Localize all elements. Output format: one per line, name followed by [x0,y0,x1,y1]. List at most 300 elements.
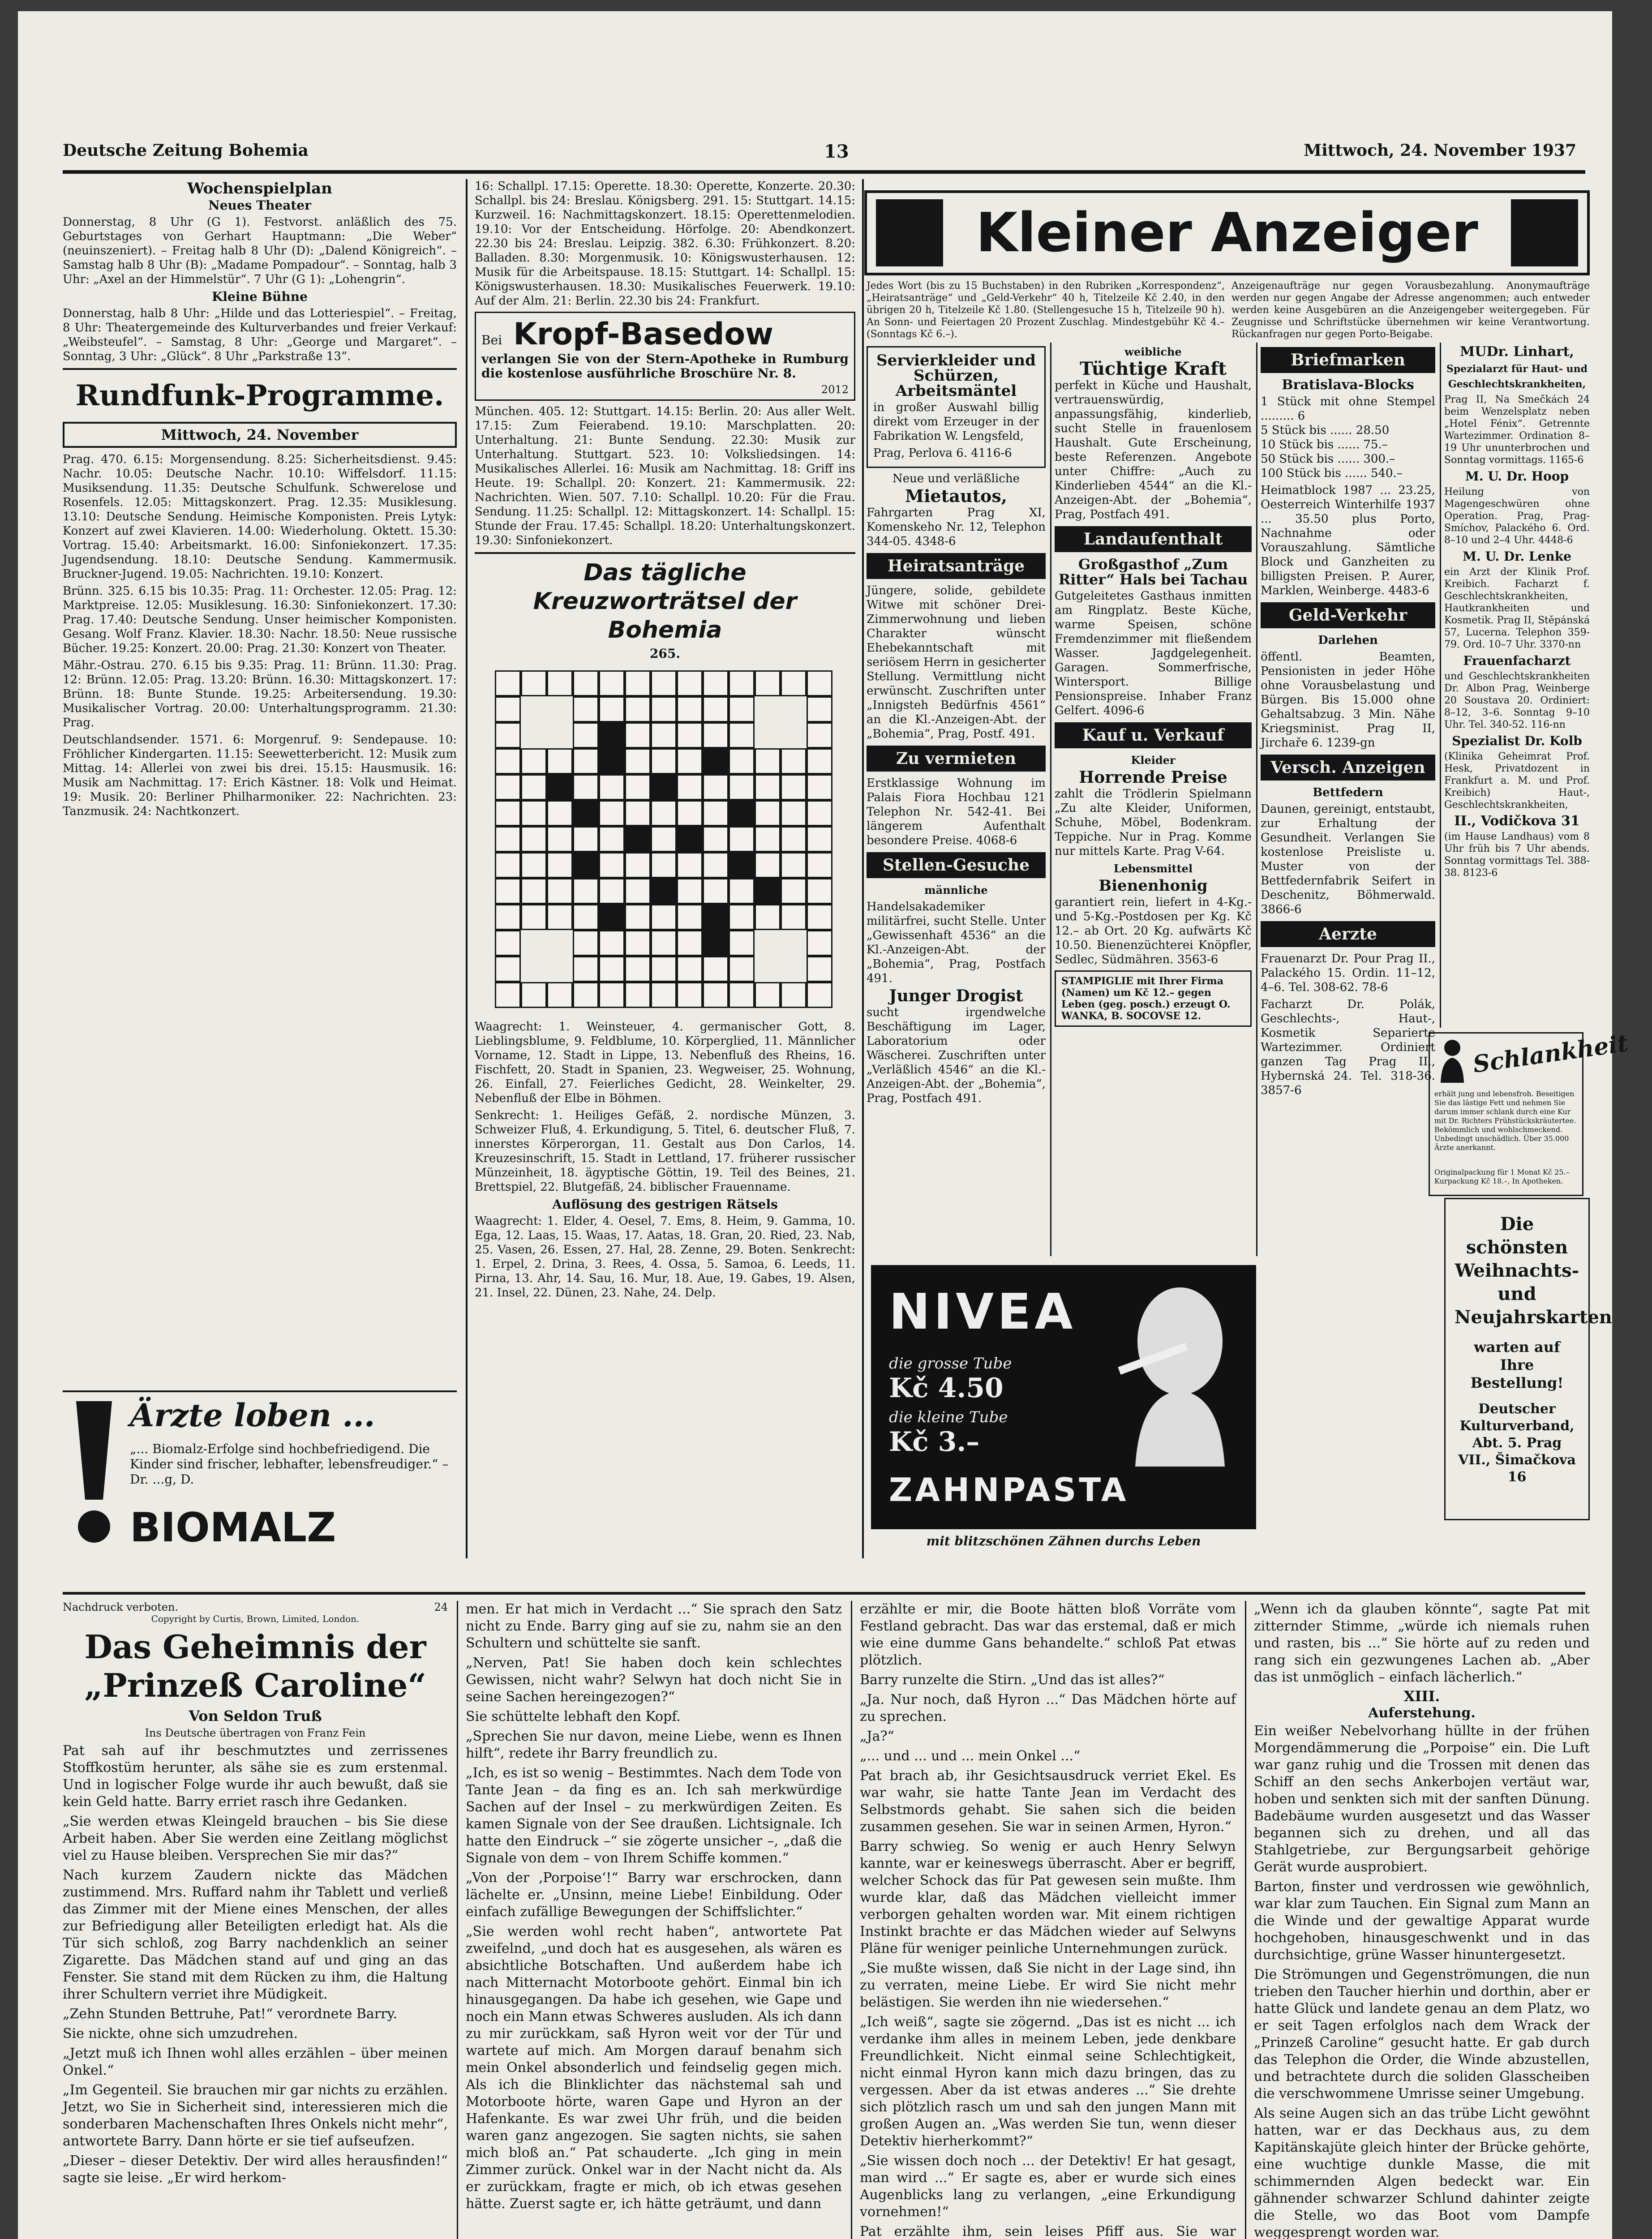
copyright: Copyright by Curtis, Brown, Limited, London. [151,1613,360,1624]
karten-ad [1444,1198,1612,1520]
crossword-cell [651,826,677,852]
article-paragraph: „... und ... und ... mein Onkel ...“ [860,1748,1081,1764]
crossword-cell [807,904,832,930]
raetsel-number: 265. [649,646,681,661]
crossword-cell [573,670,599,696]
page-number: 13 [824,141,849,162]
nivea-price2: Kč 3.– [889,1426,980,1458]
crossword-cell [599,774,625,800]
crossword-cell [495,774,521,800]
crossword-block [703,748,729,774]
column-programs [63,179,457,1563]
schlankheit-ad [1429,1029,1630,1196]
biomalz-brand: BIOMALZ [130,1504,336,1551]
article-paragraph: „Dieser – dieser Detektiv. Der wird alles herausfinden!“ sagte sie leise. „Er wird herkom- [63,2153,448,2186]
kleiner-anzeiger-banner [864,190,1590,275]
honig-text: garantiert rein, liefert in 4-Kg.- und 5-Kg.-Postdosen per Kg. Kč 12.– ab Ort. 20 Kg. aufwärts Kč 10.50. Bienenzüchterei Knöpfler, Sedlec, Südmähren. 3563-6 [1055,896,1252,966]
crossword-cell [729,930,755,956]
crossword-cell [677,748,703,774]
kropf-text: verlangen Sie von der Stern-Apotheke in Rumburg die kostenlose ausführliche Broschüre Nr. 8. [481,352,849,381]
ad-title: Servierkleider und Schürzen, Arbeitsmäntel [876,352,1036,400]
crossword-cell [573,722,599,748]
article-paragraph: „Nerven, Pat! Sie haben doch kein schlechtes Gewissen, nicht wahr? Selwyn hat doch nicht Sie in seine Sachen hereingezogen?“ [466,1655,842,1705]
crossword-cell [755,800,781,826]
karten-address: Deutscher Kulturverband, Abt. 5. Prag VII., Šimačkova 16 [1458,1401,1576,1485]
crossword-cell [495,748,521,774]
theater1-text: Donnerstag, 8 Uhr (G 1). Festvorst. anläßlich des 75. Geburtstages von Gerhart Hauptmann: „Die Weber“ (neuinszeniert). – Freitag halb 8 Uhr (D): „Dalend Königreich“. – Samstag halb 8 Uhr (B): „Madame Pompadour“. – Sonntag, halb 3 Uhr: „Axel an der Himmelstür“. 7 Uhr (G 1): „Lohengrin“. [63,215,457,286]
crossword-cell [729,774,755,800]
article-translator: Ins Deutsche übertragen von Franz Fein [145,1727,366,1739]
crossword-cell [625,748,651,774]
crossword-cell [599,878,625,904]
crossword-block [599,748,625,774]
crossword-cell [651,722,677,748]
column-divider [862,179,864,1558]
ad-text: (im Hause Landhaus) vom 8 Uhr früh bis 7 Uhr abends. Sonntag vormittags Tel. 388-38. 8123-6 [1444,831,1590,879]
nivea-brand: NIVEA [889,1283,1077,1340]
crossword-cell [625,930,651,956]
crossword-cell [573,878,599,904]
nivea-slogan-bar [871,1534,1256,1556]
column-crossword [475,179,855,1563]
man-with-toothbrush-icon [1108,1278,1243,1467]
article-paragraph: „Sie wissen doch noch ... der Detektiv! Er hat gesagt, man wird ...“ Er sagte es, aber er wurde sich eines Augenblicks lang zu verlangen, „eine Erkundigung vornehmen!“ [860,2153,1236,2220]
crossword-block [599,722,625,748]
crossword-cell [781,670,807,696]
crossword-cell [807,930,832,956]
crossword-block [599,904,625,930]
crossword-block [573,800,599,826]
crossword-cell [807,722,832,748]
crossword-cell [703,852,729,878]
article-rule [63,1592,1585,1595]
biomalz-title: Ärzte loben ... [130,1397,375,1434]
price-row: 5 Stück bis ...... 28.50 [1261,424,1390,437]
aerzte-heading: Aerzte [1261,921,1435,947]
article-paragraph: Die Strömungen und Gegenströmungen, die nun trieben den Taucher hierhin und dorthin, aber er hatte Glück und landete genau an dem Platz, wo er seit Tagen erfolglos nach dem Wrack der „Prinzeß Caroline“ gesucht hatte. Er gab durch das Telephon die Order, die Winde abzustellen, und betrachtete durch die soliden Glasscheiben die verschwommene Umrisse seiner Umgebung. [1254,1967,1590,2102]
crossword-cell [495,930,521,956]
crossword-cell [625,722,651,748]
crossword-cell [677,696,703,722]
gasthof-title: Großgasthof „Zum Ritter“ Hals bei Tachau [1058,556,1248,588]
crossword-cell [729,904,755,930]
crossword-cell [677,722,703,748]
crossword-block [729,800,755,826]
betten-text: Daunen, gereinigt, entstaubt, zur Erhaltung der Gesundheit. Verlangen Sie kostenlose Preisliste u. Muster von der Bettfedernfabrik Seifert in Deschenitz, Böhmerwald. 3866-6 [1261,802,1435,916]
crossword-cell [521,852,547,878]
crossword-cell [781,852,807,878]
price-row: 50 Stück bis ...... 300.– [1261,452,1395,466]
ad-title: Frauenfacharzt [1463,653,1571,668]
gasthof-text: Gutgeleitetes Gasthaus inmitten am Ringplatz. Beste Küche, warme Speisen, schöne Fremdenzimmer mit fließendem Wasser. Jagdgelegenheit. Garagen. Sommerfrische, Wintersport. Billige Pensionspreise. Inhaber Franz Gelfert. 4096-6 [1055,589,1252,717]
drogist-text: sucht irgendwelche Beschäftigung im Lager, Laboratorium oder Wäscherei. Zuschriften unter „Verläßlich 4546“ an die Kl.-Anzeigen-Abt. der „Bohemia“, Prag, Postfach 491. [867,1006,1046,1105]
crossword-cell [599,982,625,1008]
article-paragraph: erzählte er mir, die Boote hätten bloß Vorräte vom Festland gebracht. Das war das erstemal, daß er mich wie eine dumme Gans behandelte.“ schloß Pat etwas plötzlich. [860,1601,1236,1668]
article-paragraph: Pat sah auf ihr beschmutztes und zerrissenes Stoffkostüm herunter, als sähe sie es zum erstenmal. Und in logischer Folge wurde ihr auch bewußt, daß sie kein Geld hatte. Barry erriet rasch ihre Gedanken. [63,1743,448,1810]
crossword-cell [651,800,677,826]
crossword-cell [807,800,832,826]
heirat-heading: Heiratsanträge [867,553,1046,579]
crossword-cell [521,982,547,1008]
ad-text: Heilung von Magengeschwüren ohne Operation. Prag, Prag-Smíchov, Palackého 6. Ord. 8–10 und 2–4 Uhr. 4448-6 [1444,486,1590,546]
preise-text: zahlt die Trödlerin Spielmann „Zu alte Kleider, Uniformen, Schuhe, Möbel, Bodenkram. Teppiche. Nur in Prag. Komme nur mittels Karte. Prag V-64. [1055,787,1252,858]
crossword-cell [495,904,521,930]
crossword-cell [495,852,521,878]
crossword-cell [781,826,807,852]
ad-text: ein Arzt der Klinik Prof. Kreibich. Facharzt f. Geschlechtskrankheiten, Hautkrankheiten und Kosmetik. Prag II, Stěpánská 57, Lucerna. Telephon 359-79. Ord. 10–7 Uhr. 3370-nn [1444,566,1590,650]
crossword-cell [547,878,573,904]
page-header [63,137,1576,168]
ads-column-2 [1055,343,1252,1256]
crossword-cell [651,696,677,722]
ads-column-4 [1444,343,1590,1028]
article-paragraph: Als seine Augen sich an das trübe Licht gewöhnt hatten, war er das Deckhaus aus, zu dem Kapitänskajüte gleich hinter der Brücke gehörte, eine wuchtige dunkle Masse, die mit schimmernden Algen bedeckt war. Ein gähnender schwarzer Schlund dahinter zeigte die Stelle, wo das Boot vom Dampfe weggesprengt worden war. [1254,2106,1590,2239]
preise-title: Horrende Preise [1079,768,1227,787]
column-divider [1256,343,1257,1256]
article-paragraph: Sie nickte, ohne sich umzudrehen. [63,2026,298,2042]
brief-text: Heimatblock 1987 ... 23.25, Oesterreich Winterhilfe 1937 ... 35.50 plus Porto, Nachnahme oder Vorauszahlung. Sämtliche Block und Ganzheiten zu billigsten Preisen. P. Aurer, Marklen, Weinberge. 4483-6 [1261,484,1435,597]
crossword-cell [521,800,547,826]
crossword-cell [599,930,625,956]
article-column-4 [1254,1601,1590,2239]
solution-title: Auflösung des gestrigen Rätsels [552,1197,778,1212]
crossword-cell [625,696,651,722]
crossword-cell [651,852,677,878]
crossword-cell [755,748,781,774]
subheading: Darlehen [1318,634,1378,647]
land-heading: Landaufenthalt [1055,526,1252,552]
ads-column-1 [867,343,1046,1256]
crossword-cell [521,878,547,904]
chapter-number: 24 [434,1601,448,1613]
servierkleider-ad [867,346,1046,468]
reprint-notice: Nachdruck verboten. [63,1601,179,1613]
crossword-cell [781,774,807,800]
stellen-heading: Stellen-Gesuche [867,852,1046,878]
crossword-cell [599,956,625,982]
crossword-block [703,904,729,930]
theater1-name: Neues Theater [208,198,311,213]
schlankheit-text: erhält jung und lebensfroh. Beseitigen Sie das lästige Fett und nehmen Sie darum immer schlank durch eine Kur mit Dr. Richters Frühstückskräutertee. Bekömmlich und wohlschmeckend. Unbedingt unschädlich. Über 35.000 Ärzte anerkannt. [1434,1089,1576,1152]
crossword-cell [703,722,729,748]
article-paragraph: „Ich, es ist so wenig – Bestimmtes. Nach dem Tode von Tante Jean – da fing es an. Ich sah merkwürdige Sachen auf der Insel – zu merkwürdigen Zeiten. Es kamen Signale von der See draußen. Lichtsignale. Ich hatte den Eindruck –“ sie zögerte unsicher –, „daß die Signale von dem – von Ihrem Schiffe kommen.“ [466,1765,842,1866]
crossword-cell [495,670,521,696]
article-paragraph: Pat brach ab, ihr Gesichtsausdruck verriet Ekel. Es war wahr, sie hatte Tante Jean im Verdacht des Selbstmords gehabt. Sie sahen sich die beiden zusammen gesehen. Sie war in seinen Armen, Hyron.“ [860,1768,1236,1835]
crossword-cell [573,748,599,774]
crossword-cell [573,930,599,956]
ad-title: Spezialist Dr. Kolb [1452,733,1582,748]
article-paragraph: „Ja. Nur noch, daß Hyron ...“ Das Mädchen hörte auf zu sprechen. [860,1692,1236,1724]
article-paragraph: Barry schwieg. So wenig er auch Henry Selwyn kannte, war er keineswegs überrascht. Aber er begriff, welcher Schock das für Pat gewesen sein mußte. Ihm wurde klar, daß das Mädchen vielleicht immer verborgen gehalten worden war. Mit einem richtigen Instinkt brachte er das Mädchen wieder auf Selwyns Pläne für weniger peinliche Unternehmungen zurück. [860,1839,1236,1956]
subheading: Kleider [1131,754,1176,767]
crossword-cell [781,748,807,774]
article-column-2 [466,1601,842,2239]
kropf-title: Kropf-Basedow [513,317,773,352]
spielplan-title: Wochenspielplan [187,180,332,197]
crossword-cell [755,826,781,852]
crossword-cell [625,904,651,930]
article-paragraph: „Sie werden wohl recht haben“, antwortete Pat zweifelnd, „und doch hat es ausgesehen, als wären es absichtliche Botschaften. Und außerdem habe ich nach Mitternacht Motorboote gehört. Einmal bin ich hinausgegangen. Da habe ich gesehen, wie Gape und noch ein Mann etwas Schweres ausluden. Als ich dann zu mir zurückkam, saß Hyron weit vor der Tür und wartete auf mich. Am Morgen darauf benahm sich mein Onkel absonderlich und feindselig gegen mich. Als ich die Blinklichter das nächstemal sah und Motorboote hörte, waren Gape und Hyron an der Hafenkante. Es war zwei Uhr früh, und die beiden waren ganz angezogen. Sie sagten nichts, sie sahen mich bloß an.“ Pat schauderte. „Ich ging in mein Zimmer zurück. Onkel war in der Nacht nicht da. Als er zurückkam, fragte er mich, ob ich etwas gesehen hätte. Zuerst sagte er, ich hätte geträumt, und dann [466,1924,842,2212]
ad-address: Prag, Perlova 6. 4116-6 [873,446,1012,460]
crossword-cell [547,852,573,878]
crossword-cell [807,982,832,1008]
crossword-block [547,774,573,800]
crossword-cell [573,696,599,722]
crossword-cell [781,878,807,904]
nivea-line1: die grosse Tube [889,1355,1012,1373]
crossword-cell [677,956,703,982]
crossword-cell [729,826,755,852]
crossword-cell [625,982,651,1008]
paper-name: Deutsche Zeitung Bohemia [63,141,309,160]
ad-title: MUDr. Linhart, [1460,344,1574,360]
ad-title: M. U. Dr. Hoop [1465,469,1569,484]
karten-title: Die schönsten Weihnachts- und Neujahrskarten [1455,1214,1612,1328]
article-paragraph: „Sie mußte wissen, daß Sie nicht in der Lage sind, ihn zu verraten, meine Liebe. Er wird Sie nicht mehr belästigen. Sie werden ihn nie wiedersehen.“ [860,1960,1236,2010]
crossword-cell [703,774,729,800]
article-title: Das Geheimnis der „Prinzeß Caroline“ [84,1628,426,1704]
crossword-cell [599,670,625,696]
crossword-cell [807,774,832,800]
nivea-product: ZAHNPASTA [889,1471,1129,1509]
article-paragraph: Sie schüttelte lebhaft den Kopf. [466,1709,681,1724]
crossword-cell [495,878,521,904]
heirat-text: Jüngere, solide, gebildete Witwe mit schöner Drei-Zimmerwohnung und lieben Charakter wünscht Ehebekanntschaft mit seriösem Herrn in gesicherter Stellung. Vermittlung nicht erwünscht. Zuschriften unter „Innigsteh Bedürfnis 4561“ an die Kl.-Anzeigen-Abt. der „Bohemia“, Prag, Postf. 491. [867,584,1046,741]
price-row: 100 Stück bis ...... 540.– [1261,467,1403,480]
radio-continued: 16: Schallpl. 17.15: Operette. 18.30: Operette, Konzerte. 20.30: Schallpl. bis 24: Breslau. Königsberg. 291. 15: Stuttgart. 14.15: Kurzweil. 16: Nachmittagskonzert. 18.15: Operettenmelodien. 19.10: Vor der Entscheidung. Hörfolge. 20: Abendkonzert. 22.30 bis 24: Breslau. Leipzig. 382. 6.30: Frühkonzert. 8.20: Balladen. 8.30: Morgenmusik. 10: Königswusterhausen. 12: Musik für die Arbeitspause. 18.15: Stuttgart. 14: Schallpl. 15: Königswusterhausen. 18.30: Musikalisches Feuerwerk. 19.10: Auf der Alm. 21: Berlin. 22.30 bis 24: Frankfurt. [475,180,855,308]
column-divider [851,1601,852,2239]
kauf-heading: Kauf u. Verkauf [1055,722,1252,748]
ad-title: M. U. Dr. Lenke [1463,549,1571,564]
crossword-cell [495,982,521,1008]
divider [475,552,855,554]
crossword-cell [703,878,729,904]
column-divider [1440,343,1441,1028]
subheading: Lebensmittel [1113,862,1193,875]
subheading: weibliche [1124,345,1182,358]
crossword-block [755,878,781,904]
ad-subtitle: Spezialarzt für Haut- und Geschlechtskrankheiten, [1446,363,1588,390]
clues-across: Waagrecht: 1. Weinsteuer, 4. germanischer Gott, 8. Lieblingsblume, 9. Feldblume, 10. Körperglied, 11. Männlicher Vorname, 12. Stadt in Lippe, 13. Nebenfluß des Rheins, 16. Fischfett, 20. Stadt in Spanien, 23. Wegweiser, 25. Wohnung, 26. Einfall, 27. Feierliches Gedicht, 28. Weinkelter, 29. Nebenfluß der Elbe in Böhmen. [475,1020,855,1105]
crossword-cell [703,696,729,722]
crossword-cell [755,774,781,800]
article-paragraph: „Wenn ich da glauben könnte“, sagte Pat mit zitternder Stimme, „würde ich niemals ruhen und rasten, bis ...“ Sie hörte auf zu reden und rang sich ein gezwungenes Lachen ab. „Aber das ist unmöglich – einfach lächerlich.“ [1254,1601,1590,1685]
crossword-cell [729,956,755,982]
ad-text: (Klinika Geheimrat Prof. Hesk, Privatdozent in Frankfurt a. M. und Prof. Kreibich) Haut-, Geschlechtskrankheiten, [1444,751,1590,811]
ad-text: Prag II, Na Smečkách 24 beim Wenzelsplatz neben „Hotel Fénix“. Getrennte Wartezimmer. Ordination 8–19 Uhr ununterbrochen und Sonntag vormittags. 1165-6 [1444,394,1590,466]
article-paragraph: Barry runzelte die Stirn. „Und das ist alles?“ [860,1672,1165,1688]
crossword-cell [547,670,573,696]
crossword-cell [573,904,599,930]
schlankheit-title: Schlankheit [1471,1029,1630,1078]
ad-address: Fahrgarten Prag XI, Komenskeho Nr. 12, Telephon 344-05. 4348-6 [867,506,1046,548]
raetsel-title: Das tägliche Kreuzworträtsel der Bohemia [533,559,797,643]
crossword-cell [703,800,729,826]
radio-more: München. 405. 12: Stuttgart. 14.15: Berlin. 20: Aus aller Welt. 17.15: Zum Feierabend. 19.10: Marschplatten. 20: Unterhaltung. 21: Bunte Sendung. 22.30: Musik zur Unterhaltung. Stuttgart. 523. 10: Volksliedsingen. 14: Musikalisches Allerlei. 16: Musik am Nachmittag. 18: Griff ins Heute. 19: Schallpl. 20: Konzert. 21: Kammermusik. 22: Nachrichten. Wien. 507. 7.10: Schallpl. 10.20: Für die Frau. Sendung. 11.25: Schallpl. 12: Mittagskonzert. 14: Schallpl. 15: Stunde der Frau. 17.45: Schallpl. 18.20: Unterhaltungskonzert. 19.30: Sinfoniekonzert. [475,405,855,547]
crossword-block [651,774,677,800]
mietautos-title: Mietautos, [905,486,1007,506]
column-divider [1245,1601,1246,2239]
banner-block-left [876,199,943,266]
article-paragraph: „Ja?“ [860,1729,894,1744]
brief-heading: Briefmarken [1261,347,1435,373]
crossword-cell [547,982,573,1008]
crossword-cell [781,982,807,1008]
crossword-cell [703,670,729,696]
crossword-block [729,852,755,878]
woman-silhouette-icon [1434,1038,1470,1083]
schlankheit-price: Originalpackung für 1 Monat Kč 25.– Kurpackung Kč 18.–, In Apotheken. [1434,1168,1570,1185]
rundfunk-text-1: Prag. 470. 6.15: Morgensendung. 8.25: Sicherheitsdienst. 9.45: Nachr. 10.05: Deutsche Nachr. 10.10: Wiffelsdorf. 11.15: Musiksendung. 11.35: Deutsche Schulfunk. Schwerelose und Rosenfels. 12.05: Mittagskonzert. Prag. 12.35: Musiklesung. 13.10: Deutsche Sendung. Heimische Komponisten. Preis Lytyk: Konzert auf zwei Klavieren. 14.00: Wiederholung. Oktett. 15.30: Vortrag. 15.40: Arbeitsmarkt. 16.00: Sinfoniekonzert. 17.35: Jugendsendung. 18.10: Deutsche Sendung. Kammermusik. Bruckner-Jugend. 19.05: Nachrichten. 19.10: Konzert. [63,453,457,581]
geld-heading: Geld-Verkehr [1261,602,1435,628]
biomalz-text: „... Biomalz-Erfolge sind hochbefriedigend. Die Kinder sind frischer, lebhafter, lebensfreudiger.“ – Dr. ...g, D. [130,1441,449,1487]
crossword-cell [625,956,651,982]
article-column-3 [860,1601,1236,2239]
crossword-cell [495,696,521,722]
ad-text: und Geschlechtskrankheiten Dr. Albon Prag, Weinberge 20 Soustava 20. Ordiniert: 8–12, 3–6. Sonntag 9–10 Uhr. Tel. 340-52. 116-nn [1444,671,1590,730]
crossword-cell [703,826,729,852]
chapter-heading: XIII. [1403,1688,1440,1705]
stellen-text: Handelsakademiker militärfrei, sucht Stelle. Unter „Gewissenhaft 4536“ an die Kl.-Anzeigen-Abt. der „Bohemia“, Prag, Postfach 491. [867,900,1046,985]
kraft-title: Tüchtige Kraft [1080,358,1227,379]
crossword-cell [573,774,599,800]
crossword-cell [807,696,832,722]
article-paragraph: „Sie werden etwas Kleingeld brauchen – bis Sie diese Arbeit haben. Aber Sie werden eine Zeitlang möglichst viel zu Hause bleiben. Versprechen Sie mir das?“ [63,1814,448,1863]
kleiner-anzeiger-title: Kleiner Anzeiger [976,202,1478,264]
crossword-cell [807,826,832,852]
issue-date: Mittwoch, 24. November 1937 [1304,141,1576,160]
crossword-cell [625,670,651,696]
rundfunk-text-3: Mähr.-Ostrau. 270. 6.15 bis 9.35: Prag. 11: Brünn. 11.30: Prag. 12: Brünn. 12.05: Prag. 13.20: Brünn. 16.30: Mittagskonzert. 17: Brünn. 18: Bunte Stunde. 19.25: Arbeitersendung. 19.30: Musikalischer Vortrag. 20.00: Unterhaltungsprogramm. 21.30: Prag. [63,659,457,729]
ad-text: Neue und verläßliche [893,472,1020,485]
crossword-grid [495,670,835,1011]
column-divider [466,179,468,1558]
rundfunk-title: Rundfunk-Programme. [75,379,444,412]
crossword-cell [599,852,625,878]
crossword-cell [729,982,755,1008]
rundfunk-text-2: Brünn. 325. 6.15 bis 10.35: Prag. 11: Orchester. 12.05: Prag. 12: Marktpreise. 12.05: Musiklesung. 16.30: Sinfoniekonzert. 17.30: Prag. 17.40: Deutsche Sendung. Unser heimischer Komponisten. Gesang. Wolf Franz. Klavier. 18.30: Nachr. 18.50: Neue russische Bücher. 19.25: Konzert. 20.00: Prag. 21.30: Konzert von Theater. [63,584,457,655]
solution-text: Waagrecht: 1. Elder, 4. Oesel, 7. Ems, 8. Heim, 9. Gamma, 10. Ega, 12. Laas, 15. Waas, 17. Aatas, 18. Gran, 20. Ried, 23. Nab, 25. Vasen, 26. Essen, 27. Hal, 28. Zenne, 29. Boten. Senkrecht: 1. Erpel, 2. Drina, 3. Rees, 4. Ossa, 5. Samoa, 6. Leeds, 11. Pirna, 13. Ahr, 14. Sau, 16. Mur, 18. Aue, 19. Gabes, 19. Alsen, 21. Insel, 22. Dünen, 23. Nahe, 24. Delp. [475,1214,855,1300]
crossword-cell [807,878,832,904]
crossword-cell [573,826,599,852]
crossword-cell [573,982,599,1008]
rundfunk-text-4: Deutschlandsender. 1571. 6: Morgenruf. 9: Sendepause. 10: Fröhlicher Kindergarten. 11.15: Seewetterbericht. 12: Musik zum Mittag. 14: Allerlei von zwei bis drei. 15.15: Hausmusik. 16: Musik am Nachmittag. 17: Erich Kästner. 18: Volk und Heimat. 19: Musik. 20: Berliner Philharmoniker. 22: Nachrichten. 23: Tanzmusik. 24: Nachtkonzert. [63,733,457,818]
ad-address: II., Vodičkova 31 [1454,813,1580,829]
crossword-cell [521,670,547,696]
crossword-cell [495,800,521,826]
crossword-cell [755,904,781,930]
nivea-line2: die kleine Tube [889,1408,1008,1426]
crossword-cell [729,670,755,696]
crossword-cell [807,670,832,696]
price-row: 1 Stück mit ohne Stempel ......... 6 [1261,395,1435,423]
versch-heading: Versch. Anzeigen [1261,755,1435,781]
crossword-cell [677,852,703,878]
article-paragraph: „Zehn Stunden Bettruhe, Pat!“ verordnete Barry. [63,2006,397,2022]
rundfunk-date: Mittwoch, 24. November [63,422,457,448]
exclamation-icon [67,1401,121,1544]
vermieten-heading: Zu vermieten [867,746,1046,772]
honig-title: Bienenhonig [1098,877,1208,895]
crossword-cell [547,826,573,852]
crossword-block [651,878,677,904]
article-paragraph: Pat erzählte ihm, sein leises Pfiff aus. Sie war [860,2224,1236,2239]
crossword-cell [625,800,651,826]
darlehen-text: öffentl. Beamten, Pensionisten in jeder Höhe ohne Vorausbelastung und Bürgen. Bis 15.000 ohne Gehaltsabzug. 3 Min. Nähe Kriegsminist. Prag II, Jirchaře 6. 1239-gn [1261,650,1435,750]
nivea-ad [871,1265,1256,1529]
aerzte-text: Facharzt Dr. Polák, Geschlechts-, Haut-, Kosmetik Separierte Wartezimmer. Ordiniert ganzen Tag Prag II., Hybernská 24. Tel. 318-36. 3857-6 [1261,998,1435,1097]
vermieten-text: Erstklassige Wohnung im Palais Fiora Hochbau 121 Telephon Nr. 542-41. Bei längerem Aufenthalt besondere Preise. 4068-6 [867,776,1046,847]
crossword-cell [651,904,677,930]
kleiner-intro-right-text: Anzeigenaufträge nur gegen Vorausbezahlung. Anonymaufträge werden nur gegen Angabe der Adresse angenommen; auch entweder werden keine Ausgebüren an die Anzeigengeber weitergegeben. Für Zeugnisse und Schriftstücke übernehmen wir keine Verantwortung. Rückanfragen nur gegen Porto-Beigabe. [1231,280,1590,340]
crossword-cell [495,722,521,748]
article-paragraph: „Im Gegenteil. Sie brauchen mir gar nichts zu erzählen. Jetzt, wo Sie in Sicherheit sind, interessieren mich die sonderbaren Machenschaften Ihres Onkels nicht mehr“, antwortete Barry. Dann hörte er sie tief aufseufzen. [63,2082,448,2149]
crossword-cell [807,748,832,774]
crossword-cell [599,826,625,852]
price-row: 10 Stück bis ...... 75.– [1261,438,1388,451]
crossword-cell [625,774,651,800]
nivea-slogan: mit blitzschönen Zähnen durchs Leben [926,1534,1201,1548]
crossword-cell [495,956,521,982]
article-paragraph: „Ich weiß“, sagte sie zögernd. „Das ist es nicht ... ich verdanke ihm alles in meinem Leben, jede denkbare Freundlichkeit. Nicht einmal seine Schlechtigkeit, nicht einmal Hyron kann mich dazu bringen, das zu vergessen. Aber da ist etwas anderes ...“ Sie drehte sich plötzlich rasch um und sah den jungen Mann mit großen Augen an. „Was werden Sie tun, wenn dieser Detektiv hierherkommt?“ [860,2014,1236,2149]
banner-block-right [1511,199,1578,266]
crossword-cell [729,878,755,904]
biomalz-ad [63,1390,457,1562]
crossword-cell [599,800,625,826]
subheading: männliche [924,884,988,896]
article-paragraph: „Sprechen Sie nur davon, meine Liebe, wenn es Ihnen hilft“, redete ihr Barry freundlich zu. [466,1729,842,1761]
crossword-block [703,930,729,956]
article-paragraph: men. Er hat mich in Verdacht ...“ Sie sprach den Satz nicht zu Ende. Barry ging auf sie zu, nahm sie an den Schultern und schüttelte sie sanft. [466,1601,842,1651]
crossword-cell [677,774,703,800]
crossword-cell [755,982,781,1008]
drogist-title: Junger Drogist [889,987,1023,1005]
article-paragraph: Ein weißer Nebelvorhang hüllte in der frühen Morgendämmerung die „Porpoise“ ein. Die Luft war ganz ruhig und die Trossen mit denen das Schiff an den sechs Ankerbojen vertäut war, hoben und senkten sich mit der sanften Dünung. Badebäume wurden ausgesetzt und das Wasser begannen sich zu drehen, und all das Stahlgetriebe, zur Bergungsarbeit gehörige Gerät wurde ausprobiert. [1254,1723,1590,1875]
crossword-cell [547,748,573,774]
crossword-cell [625,878,651,904]
kropf-code: 2012 [821,383,849,396]
crossword-cell [781,800,807,826]
crossword-cell [677,982,703,1008]
article-paragraph: „Von der ‚Porpoise‘!“ Barry war erschrocken, dann lächelte er. „Unsinn, meine Liebe! Einbildung. Oder einfach zufällige Bewegungen der Schiffslichter.“ [466,1870,842,1920]
header-rule [63,170,1585,174]
article-paragraph: Nach kurzem Zaudern nickte das Mädchen zustimmend. Mrs. Ruffard nahm ihr Tablett und verließ das Zimmer mit der Miene eines Menschen, der alles zur Befriedigung aller Beteiligten erledigt hat. Als die Tür sich schloß, zog Barry nachdenklich an seiner Zigarette. Das Mädchen stand auf und ging an das Fenster. Sie stand mit dem Rücken zu ihm, die Haltung ihrer Schultern verriet ihre Müdigkeit. [63,1867,448,2002]
subheading: Bettfedern [1313,786,1383,799]
crossword-cell [703,956,729,982]
crossword-cell [599,696,625,722]
newspaper-page [18,11,1630,2239]
crossword-cell [651,670,677,696]
kraft-text: perfekt in Küche und Haushalt, vertrauenswürdig, anpassungsfähig, kinderlieb, sucht Stelle in frauenlosem Haushalt. Gute Erscheinung, beste Referenzen. Angebote unter Chiffre: „Auch zu Kinderlieben 4544“ an die Kl.-Anzeigen-Abt. der „Bohemia“, Prag, Postfach 491. [1055,379,1252,521]
crossword-cell [677,878,703,904]
aerzte-text: Frauenarzt Dr. Pour Prag II., Palackého 15. Ordin. 11–12, 4–6. Tel. 308-62. 78-6 [1261,952,1435,994]
nivea-price1: Kč 4.50 [889,1373,1004,1404]
crossword-cell [651,982,677,1008]
crossword-cell [521,904,547,930]
clues-down: Senkrecht: 1. Heiliges Gefäß, 2. nordische Münzen, 3. Schweizer Fluß, 4. Erkundigung, 5. Titel, 6. deutscher Fluß, 7. innerstes Körperorgan, 11. Gestalt aus Don Carlos, 14. Kreuzesinschrift, 15. Stadt in Lettland, 17. früherer russischer Münzeinheit, 18. ägyptische Göttin, 19. Teil des Beines, 21. Brettspiel, 22. Blutgefäß, 24. biblischer Frauenname. [475,1109,855,1194]
crossword-cell [807,956,832,982]
crossword-cell [755,852,781,878]
crossword-cell [547,800,573,826]
crossword-cell [677,670,703,696]
crossword-cell [729,696,755,722]
crossword-cell [521,774,547,800]
crossword-cell [729,722,755,748]
crossword-cell [573,956,599,982]
ads-column-3 [1261,343,1435,1202]
crossword-cell [677,904,703,930]
kleiner-intro-right [1231,280,1590,340]
